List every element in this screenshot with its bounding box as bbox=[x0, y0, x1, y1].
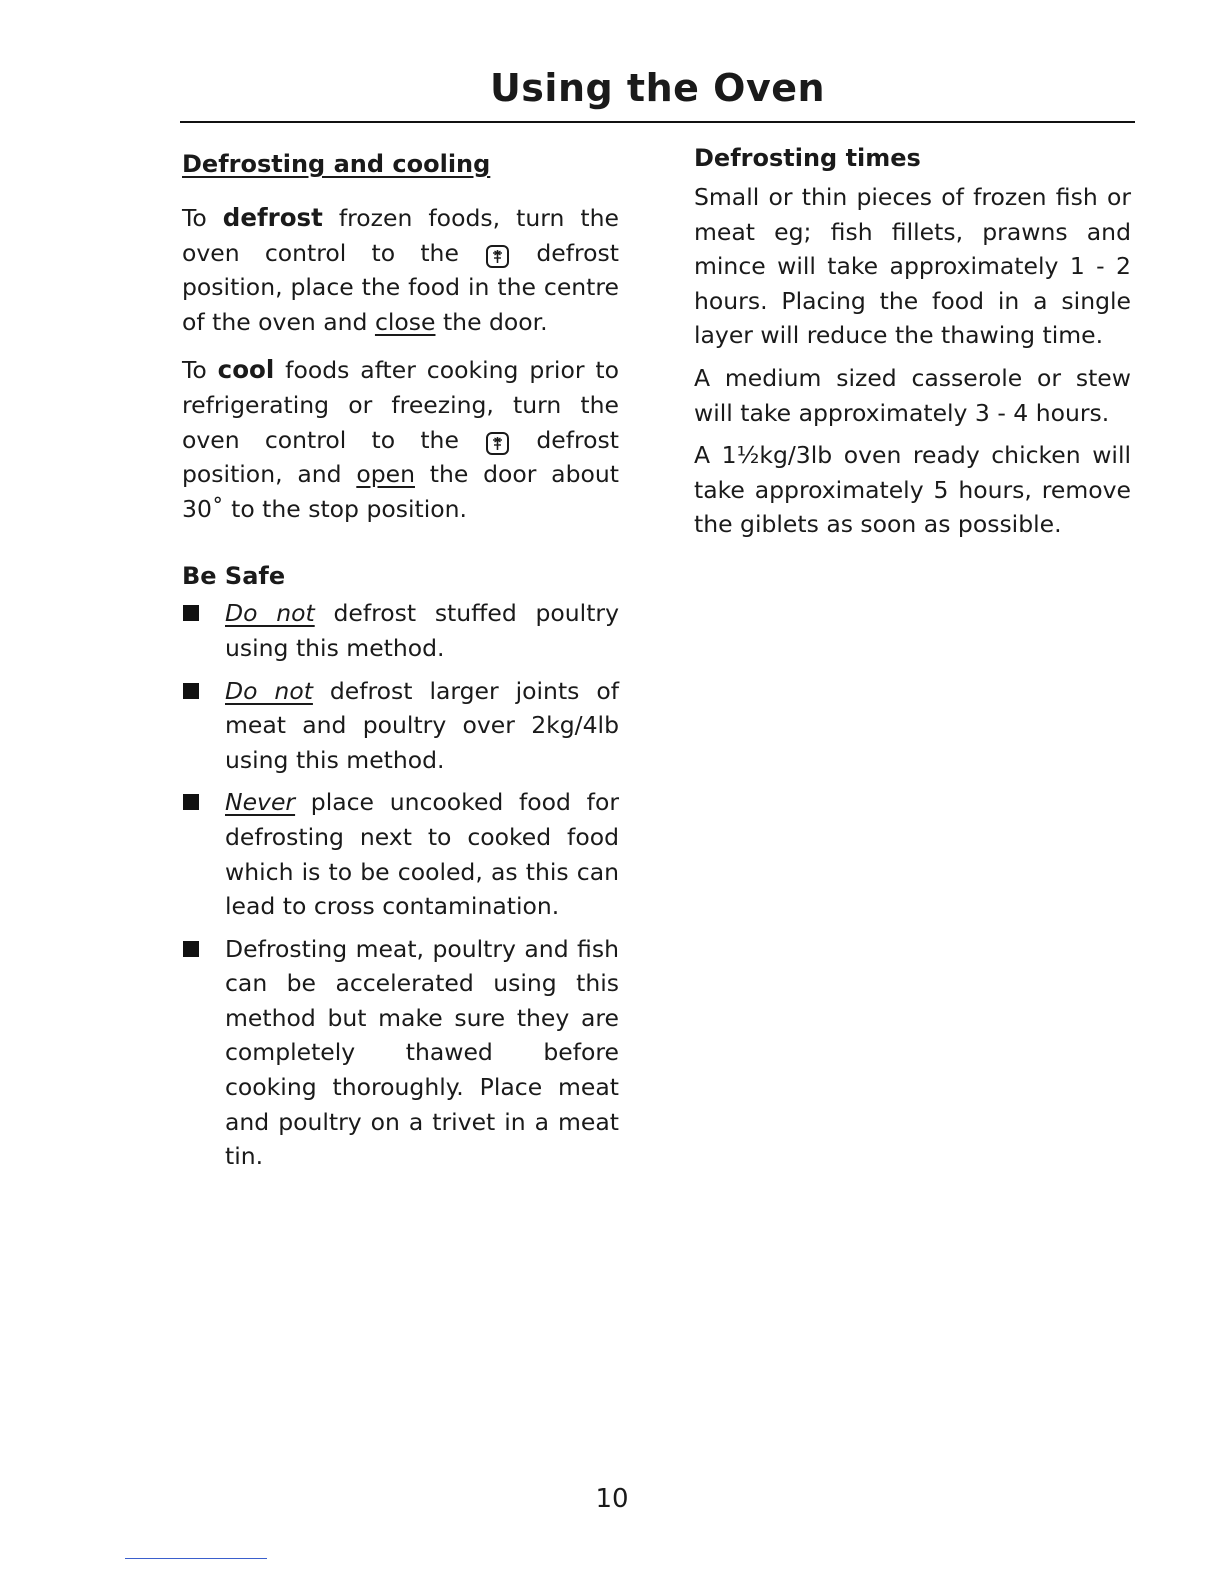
section-title-defrosting-times: Defrosting times bbox=[694, 144, 921, 172]
title-divider bbox=[180, 121, 1135, 123]
cool-keyword: cool bbox=[217, 355, 275, 385]
be-safe-heading: Be Safe bbox=[182, 562, 286, 591]
defrost-times-paragraph: A 1½kg/3lb oven ready chicken will take approximately 5 hours, remove the giblets as soon as possible. bbox=[694, 441, 1131, 539]
close-keyword: close bbox=[374, 307, 436, 336]
page-number: 10 bbox=[595, 1484, 629, 1514]
defrost-symbol-icon bbox=[486, 245, 509, 268]
defrost-paragraph: To defrost frozen foods, turn the oven control to the defrost position, place the food in the centre of the oven and close the door. bbox=[182, 203, 619, 336]
defrost-keyword: defrost bbox=[222, 203, 323, 232]
page-title: Using the Oven bbox=[489, 66, 826, 110]
square-bullet-icon bbox=[183, 794, 199, 810]
safety-list bbox=[182, 596, 619, 1174]
list-item: Do not defrost stuffed poultry using this method. bbox=[182, 596, 619, 665]
square-bullet-icon bbox=[183, 605, 199, 621]
defrost-times-paragraph: A medium sized casserole or stew will take approximately 3 - 4 hours. bbox=[694, 363, 1131, 427]
left-column bbox=[182, 140, 619, 1182]
scan-artifact-line bbox=[125, 1558, 267, 1559]
right-column bbox=[694, 140, 1131, 550]
defrost-symbol-icon bbox=[486, 432, 509, 455]
section-title-defrosting-cooling: Defrosting and cooling bbox=[182, 150, 491, 178]
square-bullet-icon bbox=[183, 683, 199, 699]
list-item: Defrosting meat, poultry and fish can be accelerated using this method but make sure they are completely thawed before cooking thoroughly. Place meat and poultry on a trivet in a meat tin. bbox=[182, 932, 619, 1174]
open-keyword: open bbox=[356, 460, 415, 489]
list-item: Never place uncooked food for defrosting next to cooked food which is to be cooled, as this can lead to cross contamination. bbox=[182, 785, 619, 923]
square-bullet-icon bbox=[183, 941, 199, 957]
defrost-times-paragraph: Small or thin pieces of frozen fish or meat eg; fish fillets, prawns and mince will take approximately 1 - 2 hours. Placing the food in a single layer will reduce the thawing time. bbox=[694, 183, 1131, 350]
cool-paragraph: To cool foods after cooking prior to refrigerating or freezing, turn the oven control to the defrost position, and open the door about 30˚ to the stop position. bbox=[182, 355, 620, 523]
list-item: Do not defrost larger joints of meat and poultry over 2kg/4lb using this method. bbox=[182, 674, 619, 778]
